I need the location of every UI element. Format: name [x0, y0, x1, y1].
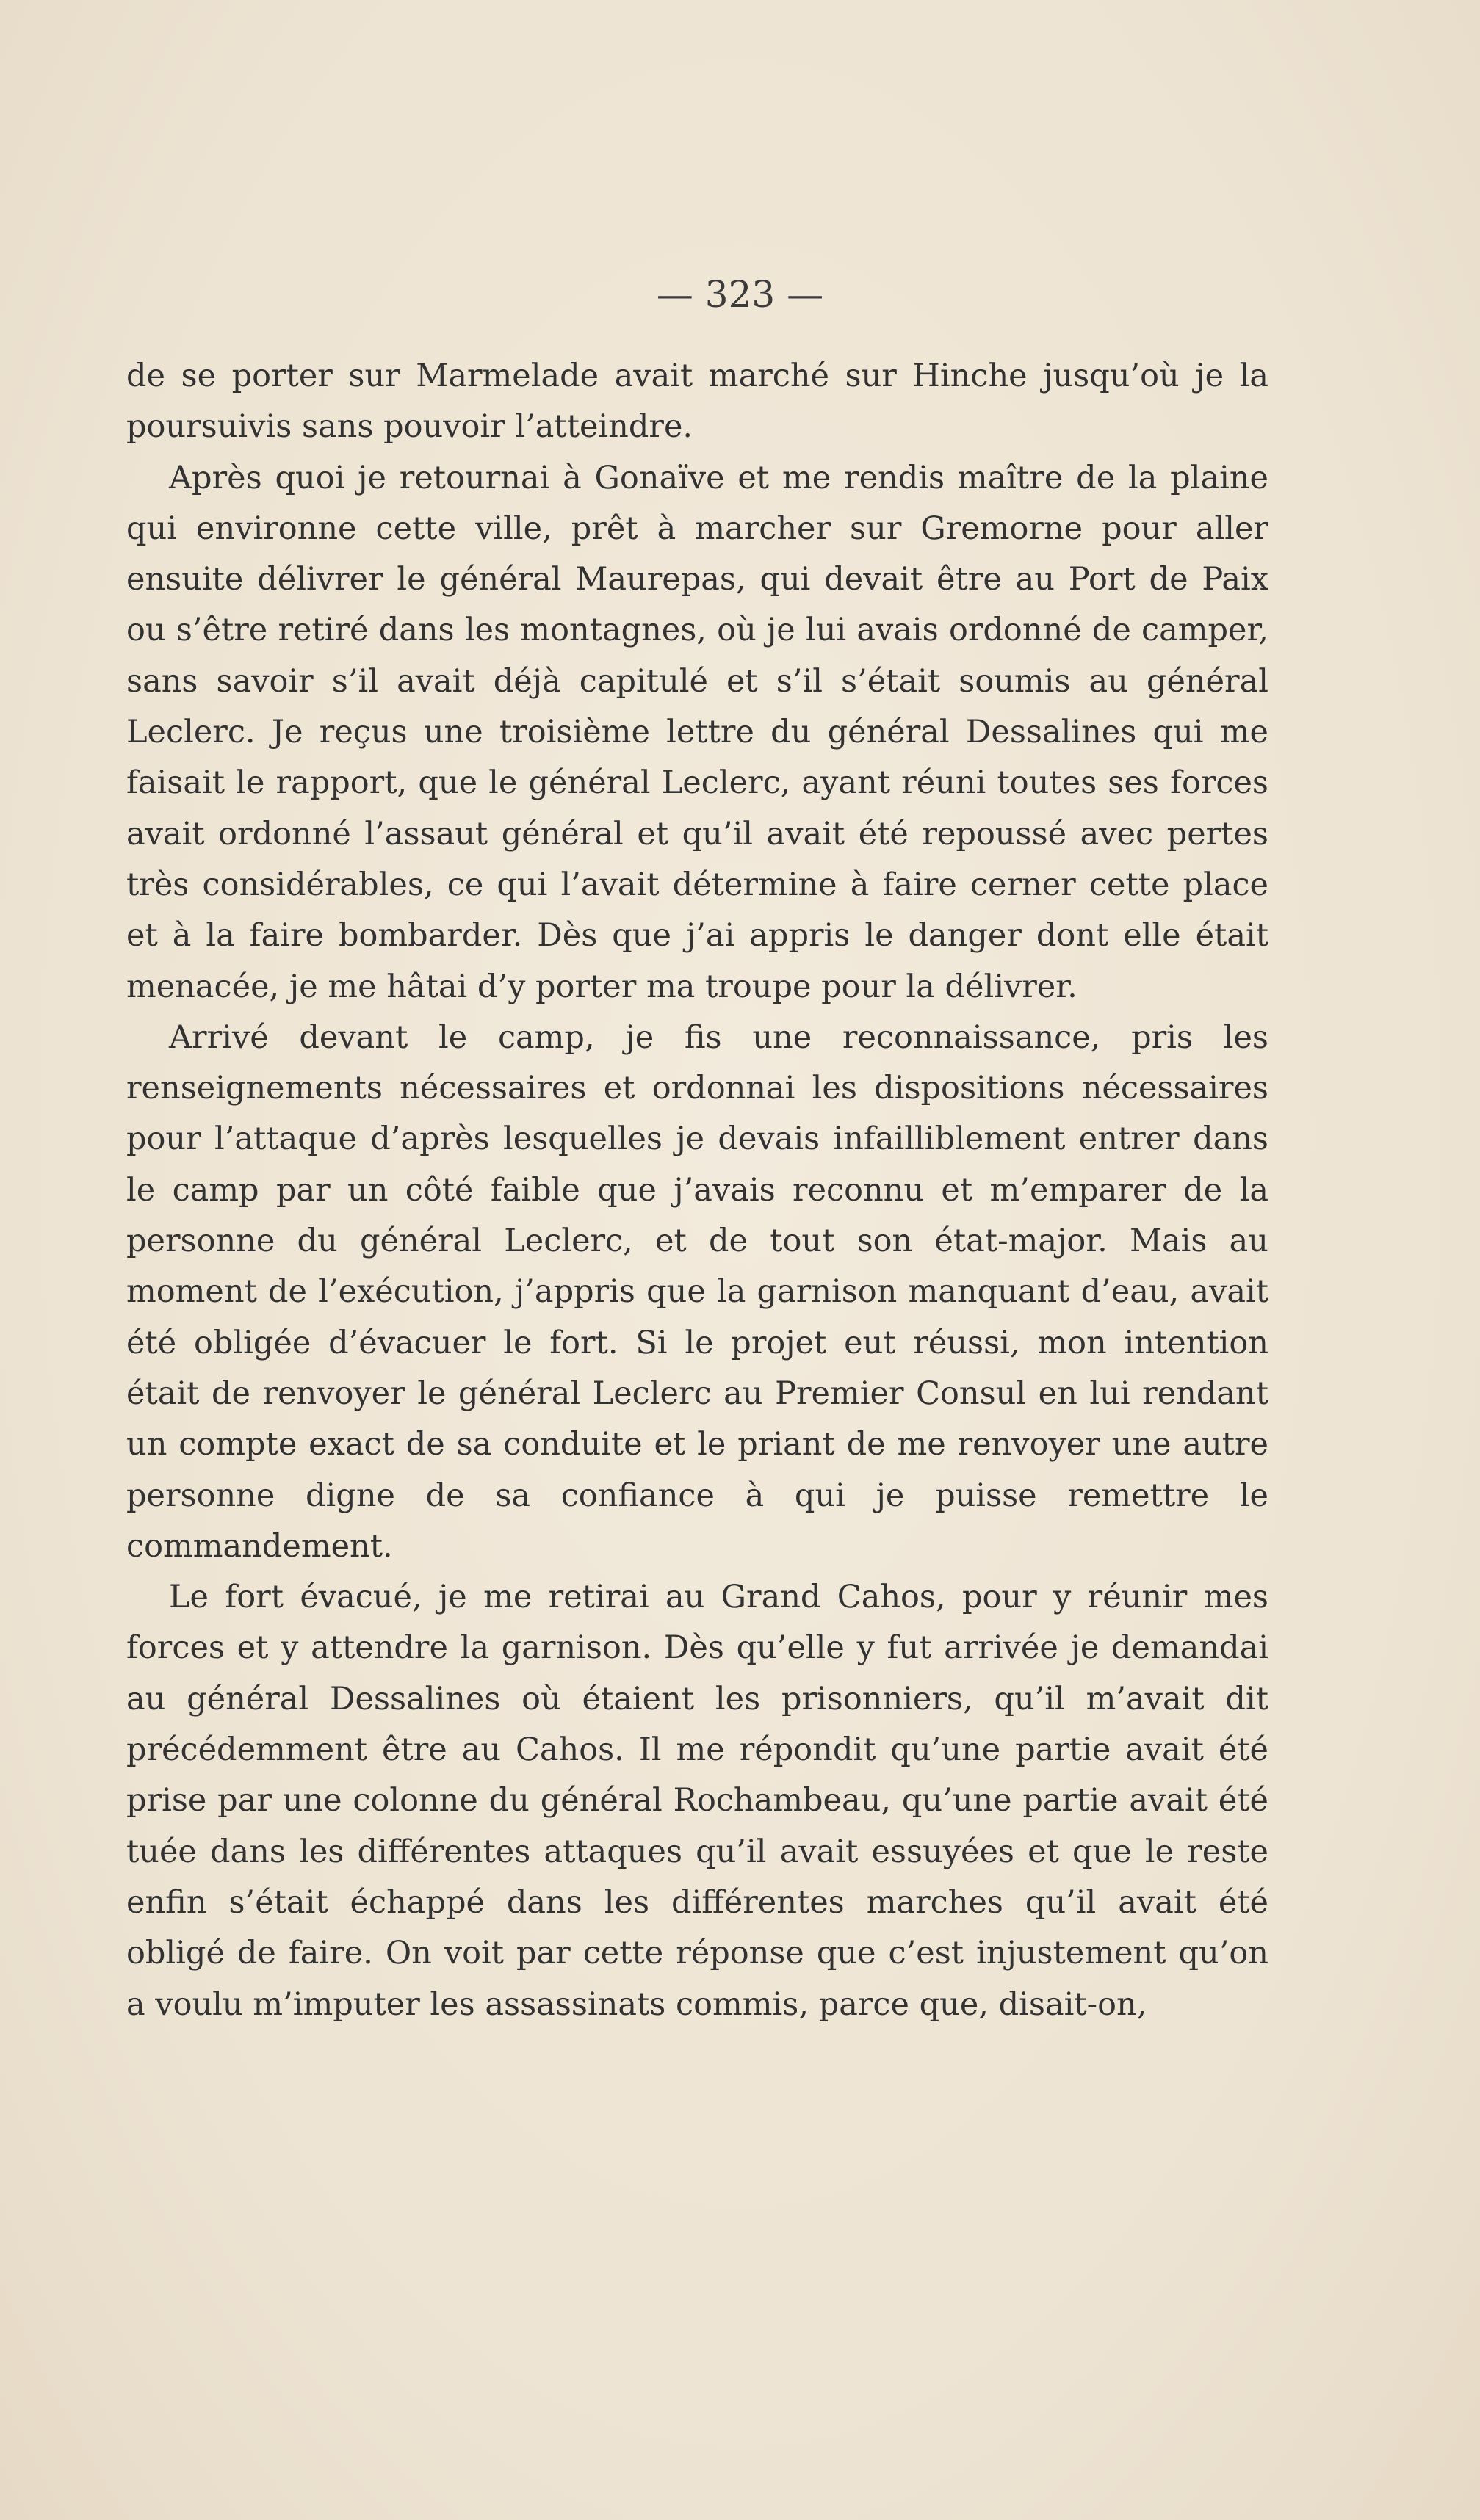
paragraph-camp-reconnaissance: Arrivé devant le camp, je fis une reconnaissance, pris les renseignements nécessaires et ordonnai les dispositions nécessaires pour l’attaque d’après lesquelles je devais infailliblement entrer dans le camp par un côté faible que j’avais reconnu et m’emparer de la personne du général Leclerc, et de tout son état-major. Mais au moment de l’exécution, j’appris que la garnison manquant d’eau, avait été obligée d’évacuer le fort. Si le projet eut réussi, mon intention était de renvoyer le général Leclerc au Premier Consul en lui rendant un compte exact de sa conduite et le priant de me renvoyer une autre personne digne de sa confiance à qui je puisse remettre le commandement. — [126, 1018, 1268, 1565]
paragraph-fort-evacuated: Le fort évacué, je me retirai au Grand Cahos, pour y réunir mes forces et y attendre la garnison. Dès qu’elle y fut arrivée je demandai au général Dessalines où étaient les prisonniers, qu’il m’avait dit précédemment être au Cahos. Il me répondit qu’une partie avait été prise par une colonne du général Rochambeau, qu’une partie avait été tuée dans les différentes attaques qu’il avait essuyées et que le reste enfin s’était échappé dans les différentes marches qu’il avait été obligé de faire. On voit par cette réponse que c’est injustement qu’on a voulu m’imputer les assassinats commis, parce que, disait-on, — [126, 1579, 1268, 2023]
page-number: — 323 — — [656, 273, 824, 316]
body-text — [126, 351, 1268, 2030]
paragraph-continuation: de se porter sur Marmelade avait marché sur Hinche jusqu’où je la poursuivis sans pouvoir l’atteindre. — [126, 358, 1268, 446]
paragraph-retreat-to-gonaive: Après quoi je retournai à Gonaïve et me rendis maître de la plaine qui environne cette ville, prêt à marcher sur Gremorne pour aller ensuite délivrer le général Maurepas, qui devait être au Port de Paix ou s’être retiré dans les montagnes, où je lui avais ordonné de camper, sans savoir s’il avait déjà capitulé et s’il s’était soumis au général Leclerc. Je reçus une troisième lettre du général Dessalines qui me faisait le rapport, que le général Leclerc, ayant réuni toutes ses forces avait ordonné l’assaut général et qu’il avait été repoussé avec pertes très considérables, ce qui l’avait détermine à faire cerner cette place et à la faire bombarder. Dès que j’ai appris le danger dont elle était menacée, je me hâtai d’y porter ma troupe pour la délivrer. — [126, 459, 1268, 1005]
